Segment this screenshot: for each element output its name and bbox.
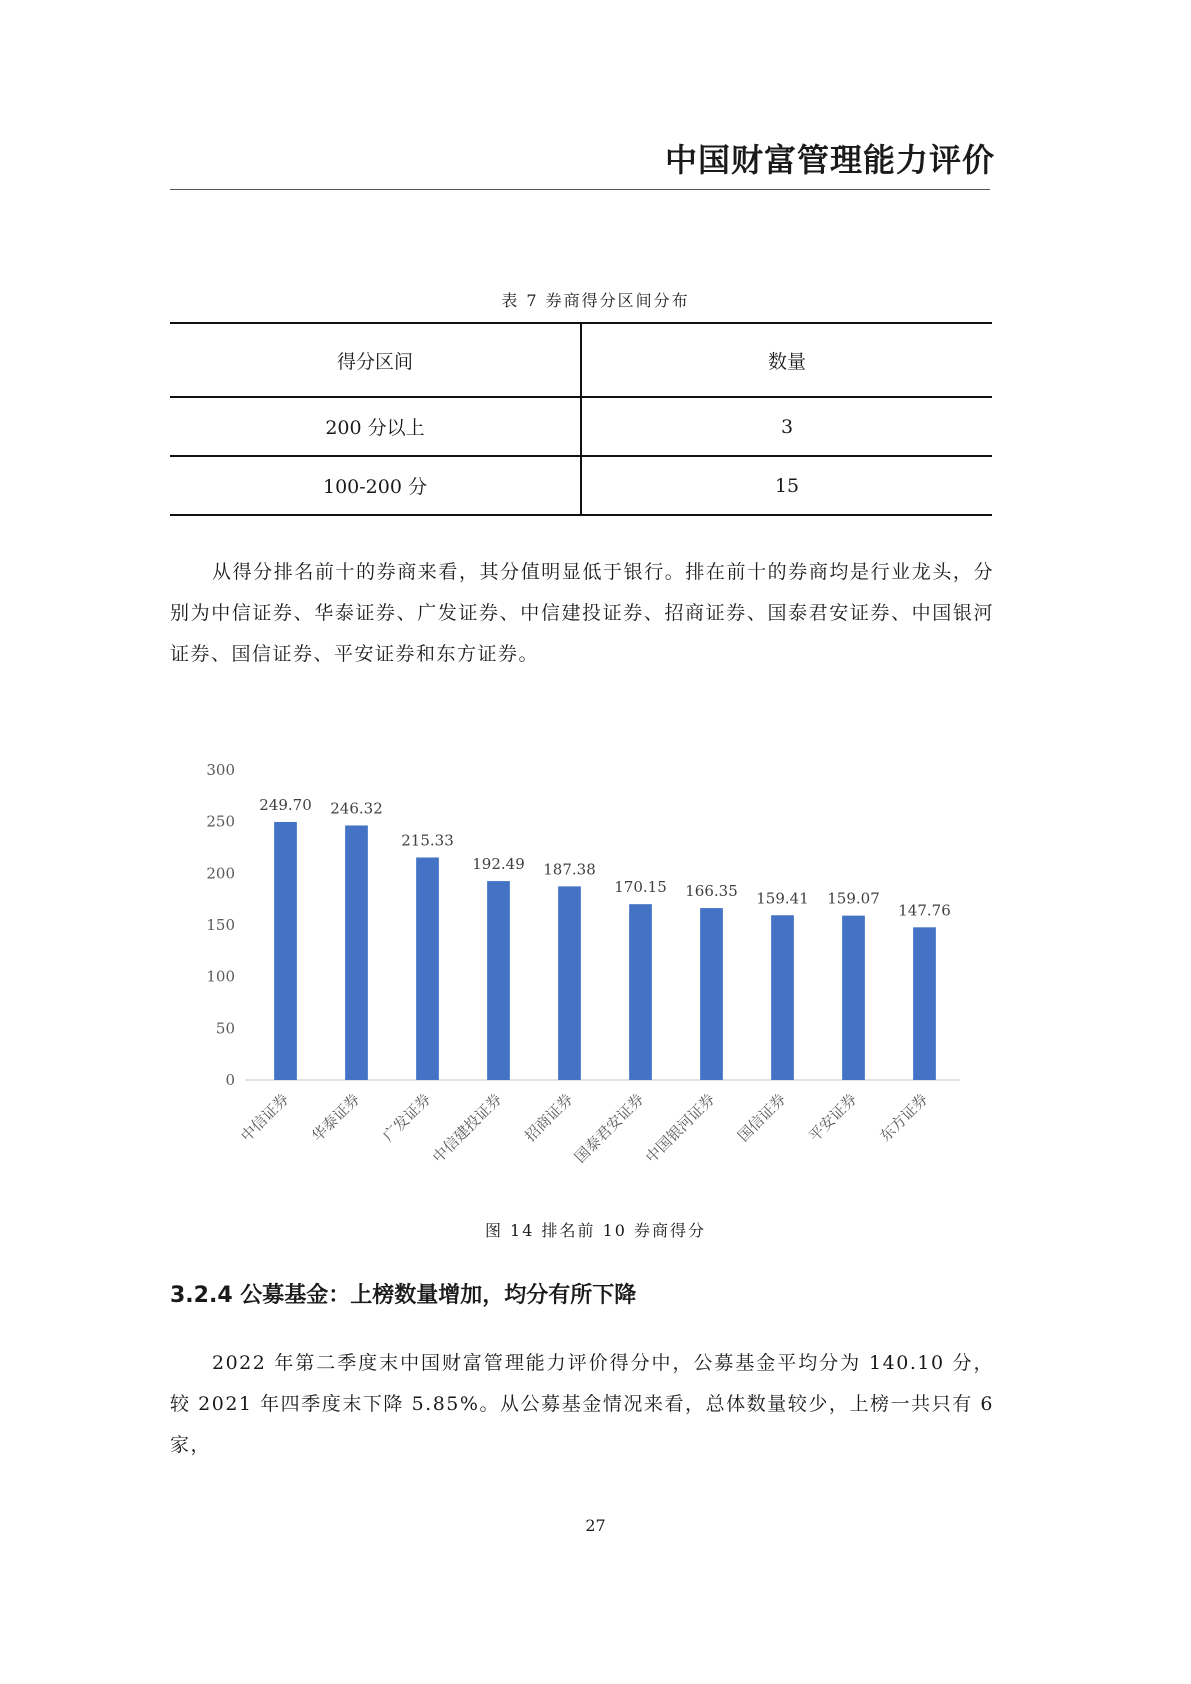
bar-value-label: 192.49	[472, 855, 525, 874]
bar-value-label: 166.35	[685, 882, 738, 901]
table-cell-count: 3	[581, 397, 992, 456]
bar-value-label: 187.38	[543, 860, 596, 879]
bar	[629, 904, 652, 1080]
x-category-label: 华泰证券	[308, 1090, 364, 1146]
bar-value-label: 147.76	[898, 901, 951, 920]
header-count: 数量	[581, 323, 992, 397]
x-category-label: 东方证券	[876, 1090, 932, 1146]
score-range-table	[170, 322, 992, 516]
x-category-label: 中信证券	[237, 1090, 293, 1146]
bar	[913, 927, 936, 1080]
section-heading: 3.2.4 公募基金：上榜数量增加，均分有所下降	[170, 1283, 637, 1308]
x-category-label: 国泰君安证券	[570, 1090, 648, 1167]
page-number: 27	[585, 1516, 606, 1535]
y-tick-label: 250	[206, 812, 235, 831]
body-paragraph: 从得分排名前十的券商来看，其分值明显低于银行。排在前十的券商均是行业龙头，分别为中信证券、华泰证券、广发证券、中信建投证券、招商证券、国泰君安证券、中国银河证券、国信证券、平安证券和东方证券。	[170, 561, 994, 665]
bar-value-label: 159.07	[827, 889, 880, 908]
bar	[416, 857, 439, 1080]
y-tick-label: 100	[206, 967, 235, 986]
header-score-range: 得分区间	[170, 323, 581, 397]
header-divider	[170, 189, 990, 190]
header-title: 中国财富管理能力评价	[664, 141, 995, 179]
table-caption: 表 7 券商得分区间分布	[501, 291, 690, 310]
bar-value-label: 249.70	[259, 795, 312, 814]
y-tick-label: 0	[225, 1071, 235, 1089]
bar-value-label: 215.33	[401, 831, 454, 850]
x-category-label: 平安证券	[805, 1090, 861, 1146]
body-paragraph: 2022 年第二季度末中国财富管理能力评价得分中，公募基金平均分为 140.10 分，较 2021 年四季度末下降 5.85%。从公募基金情况来看，总体数量较少，上榜一共只有 6 家，	[170, 1352, 994, 1456]
bar	[558, 886, 581, 1080]
x-category-label: 国信证券	[734, 1090, 790, 1146]
x-category-label: 广发证券	[379, 1090, 435, 1146]
table-cell-range: 200 分以上	[170, 397, 581, 456]
chart-svg	[190, 740, 980, 1180]
bar	[842, 916, 865, 1080]
bar-value-label: 246.32	[330, 799, 383, 818]
bar	[700, 908, 723, 1080]
table-header-row	[170, 323, 992, 397]
table-cell-range: 100-200 分	[170, 456, 581, 515]
x-category-label: 中国银河证券	[641, 1090, 719, 1167]
y-tick-label: 50	[215, 1019, 235, 1038]
bar	[771, 915, 794, 1080]
y-tick-label: 300	[206, 761, 235, 779]
broker-score-bar-chart	[190, 740, 980, 1180]
y-tick-label: 150	[206, 916, 235, 934]
table-row	[170, 456, 992, 515]
x-category-label: 招商证券	[521, 1090, 577, 1146]
bar-value-label: 170.15	[614, 878, 667, 897]
y-tick-label: 200	[206, 864, 235, 883]
bar-value-label: 159.41	[756, 889, 809, 908]
table-row	[170, 397, 992, 456]
bar	[487, 881, 510, 1080]
bar	[345, 825, 368, 1080]
table-cell-count: 15	[581, 456, 992, 515]
x-category-label: 中信建投证券	[428, 1090, 506, 1167]
bar	[274, 822, 297, 1080]
figure-caption: 图 14 排名前 10 券商得分	[484, 1221, 707, 1240]
